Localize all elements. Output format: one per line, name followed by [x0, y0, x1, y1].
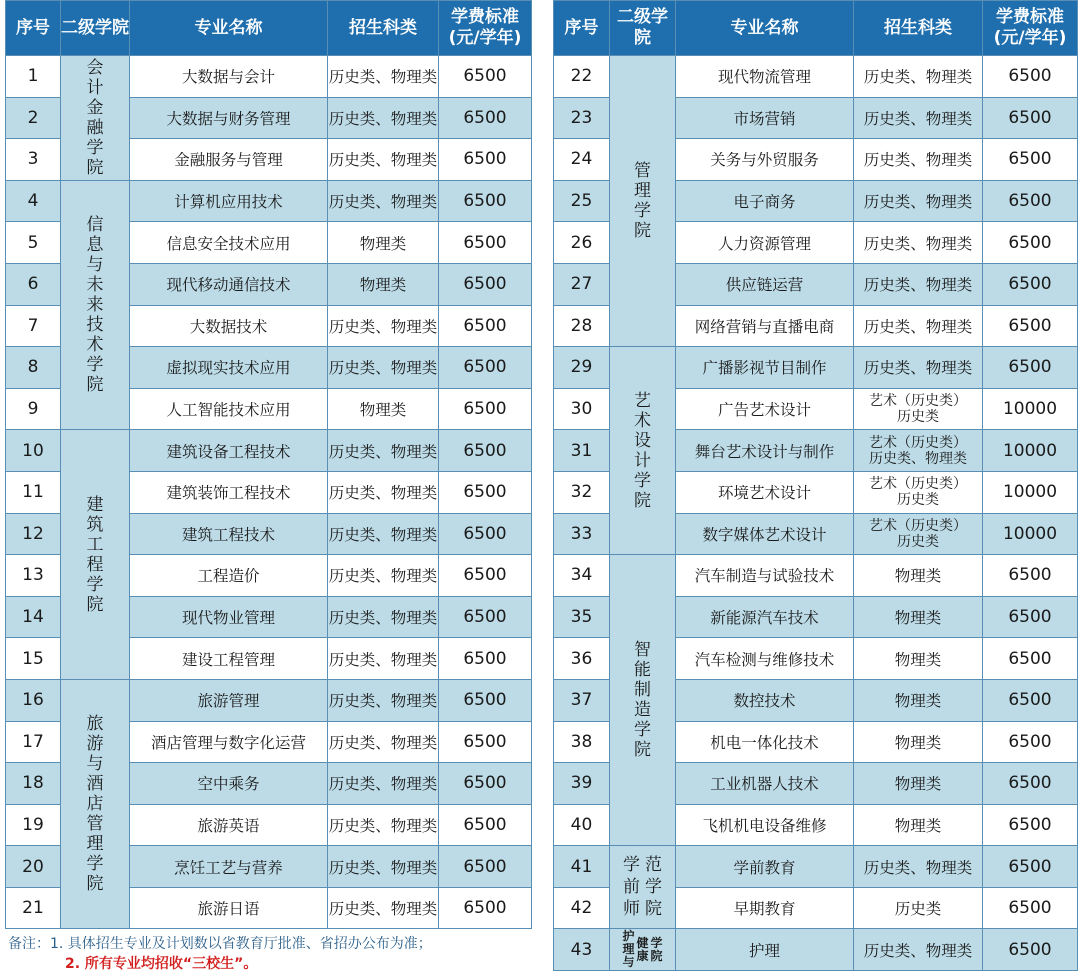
tuition-fee: 6500	[439, 846, 532, 888]
tuition-fee: 6500	[439, 139, 532, 181]
major-name: 大数据与会计	[130, 56, 328, 98]
row-number: 31	[554, 430, 610, 472]
row-number: 33	[554, 513, 610, 555]
row-number: 22	[554, 56, 610, 98]
major-name: 信息安全技术应用	[130, 222, 328, 264]
row-number: 37	[554, 679, 610, 721]
subject-category: 物理类	[854, 555, 983, 597]
tuition-fee: 6500	[439, 596, 532, 638]
row-number: 40	[554, 804, 610, 846]
major-name: 广告艺术设计	[676, 388, 854, 430]
major-name: 护理	[676, 929, 854, 971]
row-number: 4	[6, 180, 61, 222]
row-number: 25	[554, 180, 610, 222]
subject-line-2: 历史类	[897, 492, 939, 509]
major-name: 现代物业管理	[130, 596, 328, 638]
row-number: 15	[6, 638, 61, 680]
major-name: 环境艺术设计	[676, 471, 854, 513]
college-name	[610, 854, 675, 920]
major-name: 计算机应用技术	[130, 180, 328, 222]
tuition-fee: 10000	[983, 430, 1078, 472]
row-number: 41	[554, 846, 610, 888]
tuition-fee: 10000	[983, 388, 1078, 430]
tuition-fee: 6500	[439, 56, 532, 98]
subject-category: 历史类、物理类	[328, 180, 439, 222]
major-name: 空中乘务	[130, 763, 328, 805]
row-number: 24	[554, 139, 610, 181]
major-name: 建设工程管理	[130, 638, 328, 680]
college-name-col-1: 学前师	[623, 855, 640, 920]
row-number: 10	[6, 430, 61, 472]
major-name: 旅游管理	[130, 679, 328, 721]
college-cell	[61, 430, 130, 680]
college-name: 旅游与酒店管理学院	[86, 714, 104, 895]
subject-category: 历史类、物理类	[854, 846, 983, 888]
major-name: 烹饪工艺与营养	[130, 846, 328, 888]
major-name: 电子商务	[676, 180, 854, 222]
header-college: 二级学院	[610, 1, 676, 56]
tuition-fee: 6500	[983, 180, 1078, 222]
subject-category: 历史类、物理类	[328, 596, 439, 638]
row-number: 20	[6, 846, 61, 888]
major-name: 数控技术	[676, 679, 854, 721]
tuition-fee: 6500	[439, 347, 532, 389]
subject-category: 历史类、物理类	[854, 347, 983, 389]
tuition-fee: 6500	[983, 846, 1078, 888]
header-seq: 序号	[554, 1, 610, 56]
header-fee: 学费标准(元/学年)	[983, 1, 1078, 56]
tuition-fee: 6500	[983, 679, 1078, 721]
subject-line-1: 艺术（历史类）	[869, 434, 967, 451]
major-name: 新能源汽车技术	[676, 596, 854, 638]
row-number: 16	[6, 679, 61, 721]
row-number: 39	[554, 763, 610, 805]
major-name: 人力资源管理	[676, 222, 854, 264]
row-number: 17	[6, 721, 61, 763]
subject-category: 历史类、物理类	[328, 139, 439, 181]
subject-category: 物理类	[854, 763, 983, 805]
major-name: 旅游英语	[130, 804, 328, 846]
subject-category: 历史类、物理类	[328, 721, 439, 763]
tuition-fee: 6500	[983, 804, 1078, 846]
tuition-fee: 6500	[439, 679, 532, 721]
major-name: 广播影视节目制作	[676, 347, 854, 389]
subject-category: 物理类	[328, 222, 439, 264]
subject-category: 历史类、物理类	[854, 222, 983, 264]
tuition-fee: 6500	[983, 887, 1078, 929]
major-name: 大数据技术	[130, 305, 328, 347]
college-name: 管理学院	[634, 161, 651, 242]
major-name: 机电一体化技术	[676, 721, 854, 763]
header-major: 专业名称	[676, 1, 854, 56]
header-college: 二级学院	[61, 1, 130, 56]
subject-category: 物理类	[854, 721, 983, 763]
header-major: 专业名称	[130, 1, 328, 56]
table-row	[554, 56, 1078, 98]
college-name	[610, 930, 675, 969]
subject-line-1: 艺术（历史类）	[869, 393, 967, 410]
tuition-fee: 6500	[439, 388, 532, 430]
subject-category: 历史类、物理类	[854, 263, 983, 305]
major-name: 早期教育	[676, 887, 854, 929]
tuition-fee: 6500	[983, 929, 1078, 971]
row-number: 11	[6, 471, 61, 513]
major-name: 工程造价	[130, 555, 328, 597]
subject-category: 历史类、物理类	[854, 56, 983, 98]
row-number: 38	[554, 721, 610, 763]
tuition-fee: 6500	[983, 347, 1078, 389]
major-name: 人工智能技术应用	[130, 388, 328, 430]
right-table	[553, 0, 1078, 971]
table-row	[554, 846, 1078, 888]
tuition-fee: 6500	[439, 222, 532, 264]
college-name: 建筑工程学院	[86, 494, 104, 615]
tuition-fee: 6500	[983, 56, 1078, 98]
row-number: 21	[6, 887, 61, 929]
row-number: 1	[6, 56, 61, 98]
header-row	[6, 1, 532, 56]
major-name: 工业机器人技术	[676, 763, 854, 805]
major-name: 酒店管理与数字化运营	[130, 721, 328, 763]
subject-category: 物理类	[328, 263, 439, 305]
subject-category	[854, 388, 983, 430]
row-number: 5	[6, 222, 61, 264]
college-name: 信息与未来技术学院	[86, 215, 104, 396]
major-name: 网络营销与直播电商	[676, 305, 854, 347]
tuition-fee: 6500	[983, 596, 1078, 638]
subject-category: 历史类、物理类	[328, 763, 439, 805]
row-number: 3	[6, 139, 61, 181]
major-name: 现代物流管理	[676, 56, 854, 98]
tuition-fee: 6500	[983, 555, 1078, 597]
tuition-fee: 6500	[439, 763, 532, 805]
major-name: 建筑设备工程技术	[130, 430, 328, 472]
tuition-fee: 6500	[439, 804, 532, 846]
subject-category: 历史类、物理类	[328, 804, 439, 846]
college-name: 艺术设计学院	[634, 390, 651, 511]
major-name: 学前教育	[676, 846, 854, 888]
table-row	[554, 929, 1078, 971]
subject-category: 历史类、物理类	[328, 305, 439, 347]
row-number: 23	[554, 97, 610, 139]
subject-category: 历史类、物理类	[854, 929, 983, 971]
subject-line-2: 历史类	[897, 533, 939, 550]
subject-category	[854, 430, 983, 472]
major-name: 建筑工程技术	[130, 513, 328, 555]
left-table	[5, 0, 532, 929]
subject-category: 历史类、物理类	[328, 56, 439, 98]
row-number: 2	[6, 97, 61, 139]
tuition-fee: 6500	[983, 763, 1078, 805]
subject-category: 历史类、物理类	[328, 679, 439, 721]
table-row	[6, 56, 532, 98]
tuition-fee: 6500	[983, 721, 1078, 763]
tuition-fee: 6500	[983, 263, 1078, 305]
row-number: 42	[554, 887, 610, 929]
major-name: 汽车检测与维修技术	[676, 638, 854, 680]
major-name: 汽车制造与试验技术	[676, 555, 854, 597]
tuition-fee: 10000	[983, 471, 1078, 513]
row-number: 12	[6, 513, 61, 555]
subject-category: 历史类、物理类	[328, 97, 439, 139]
college-name-col-1: 护理与	[622, 929, 635, 970]
tuition-fee: 6500	[983, 305, 1078, 347]
subject-line-2: 历史类、物理类	[869, 450, 967, 467]
row-number: 32	[554, 471, 610, 513]
row-number: 14	[6, 596, 61, 638]
major-name: 市场营销	[676, 97, 854, 139]
header-subject: 招生科类	[328, 1, 439, 56]
tuition-fee: 6500	[439, 305, 532, 347]
major-name: 建筑装饰工程技术	[130, 471, 328, 513]
tuition-fee: 6500	[439, 97, 532, 139]
footnote-line-2: 2. 所有专业均招收“三校生”。	[65, 956, 258, 972]
row-number: 26	[554, 222, 610, 264]
major-name: 舞台艺术设计与制作	[676, 430, 854, 472]
row-number: 29	[554, 347, 610, 389]
college-name: 会计金融学院	[86, 57, 104, 178]
college-cell	[610, 846, 676, 929]
subject-category: 历史类、物理类	[854, 180, 983, 222]
header-seq: 序号	[6, 1, 61, 56]
major-name: 金融服务与管理	[130, 139, 328, 181]
subject-category: 历史类、物理类	[328, 555, 439, 597]
tuition-fee: 6500	[439, 513, 532, 555]
row-number: 6	[6, 263, 61, 305]
tuition-fee: 6500	[439, 721, 532, 763]
table-row	[6, 180, 532, 222]
tuition-fee: 6500	[983, 638, 1078, 680]
table-row	[554, 555, 1078, 597]
row-number: 34	[554, 555, 610, 597]
college-cell	[61, 679, 130, 929]
tuition-fee: 6500	[439, 555, 532, 597]
college-name-col-2: 健康	[636, 935, 649, 963]
major-name: 飞机机电设备维修	[676, 804, 854, 846]
subject-category: 历史类	[854, 887, 983, 929]
subject-category: 历史类、物理类	[328, 471, 439, 513]
footnotes	[8, 934, 528, 974]
college-cell	[610, 56, 676, 347]
header-subject: 招生科类	[854, 1, 983, 56]
major-name: 数字媒体艺术设计	[676, 513, 854, 555]
header-fee: 学费标准(元/学年)	[439, 1, 532, 56]
major-name: 现代移动通信技术	[130, 263, 328, 305]
subject-line-1: 艺术（历史类）	[869, 517, 967, 534]
subject-category: 物理类	[854, 679, 983, 721]
subject-category: 历史类、物理类	[328, 513, 439, 555]
header-row	[554, 1, 1078, 56]
row-number: 43	[554, 929, 610, 971]
tuition-fee: 6500	[439, 638, 532, 680]
college-name-col-2: 范学院	[645, 855, 662, 920]
college-cell	[610, 555, 676, 846]
college-cell	[61, 56, 130, 181]
row-number: 27	[554, 263, 610, 305]
row-number: 9	[6, 388, 61, 430]
subject-category: 历史类、物理类	[328, 638, 439, 680]
subject-category: 历史类、物理类	[328, 887, 439, 929]
subject-category	[854, 513, 983, 555]
subject-category: 历史类、物理类	[328, 430, 439, 472]
major-name: 旅游日语	[130, 887, 328, 929]
tuition-fee: 6500	[439, 263, 532, 305]
subject-category: 历史类、物理类	[854, 305, 983, 347]
major-name: 供应链运营	[676, 263, 854, 305]
subject-category: 历史类、物理类	[328, 347, 439, 389]
tuition-fee: 6500	[439, 887, 532, 929]
tuition-fee: 6500	[983, 222, 1078, 264]
subject-category: 物理类	[854, 638, 983, 680]
subject-category: 历史类、物理类	[854, 97, 983, 139]
footnote-line-1: 备注：1. 具体招生专业及计划数以省教育厅批准、省招办公布为准；	[8, 936, 432, 952]
subject-category: 物理类	[328, 388, 439, 430]
row-number: 28	[554, 305, 610, 347]
row-number: 7	[6, 305, 61, 347]
subject-category: 历史类、物理类	[854, 139, 983, 181]
subject-category: 物理类	[854, 596, 983, 638]
subject-category: 历史类、物理类	[328, 846, 439, 888]
tuition-fee: 6500	[439, 471, 532, 513]
tuition-fee: 6500	[439, 430, 532, 472]
tuition-fee: 6500	[439, 180, 532, 222]
table-row	[6, 430, 532, 472]
major-name: 关务与外贸服务	[676, 139, 854, 181]
subject-category	[854, 471, 983, 513]
table-row	[6, 679, 532, 721]
major-name: 大数据与财务管理	[130, 97, 328, 139]
subject-category: 物理类	[854, 804, 983, 846]
tuition-fee: 6500	[983, 139, 1078, 181]
subject-line-1: 艺术（历史类）	[869, 476, 967, 493]
college-cell	[610, 347, 676, 555]
row-number: 13	[6, 555, 61, 597]
tuition-fee: 6500	[983, 97, 1078, 139]
table-row	[554, 347, 1078, 389]
college-cell	[61, 180, 130, 430]
college-name-col-3: 学院	[650, 935, 663, 963]
row-number: 35	[554, 596, 610, 638]
college-cell	[610, 929, 676, 971]
row-number: 36	[554, 638, 610, 680]
subject-line-2: 历史类	[897, 409, 939, 426]
row-number: 19	[6, 804, 61, 846]
tuition-fee: 10000	[983, 513, 1078, 555]
major-name: 虚拟现实技术应用	[130, 347, 328, 389]
college-name: 智能制造学院	[634, 640, 651, 761]
row-number: 8	[6, 347, 61, 389]
row-number: 30	[554, 388, 610, 430]
row-number: 18	[6, 763, 61, 805]
